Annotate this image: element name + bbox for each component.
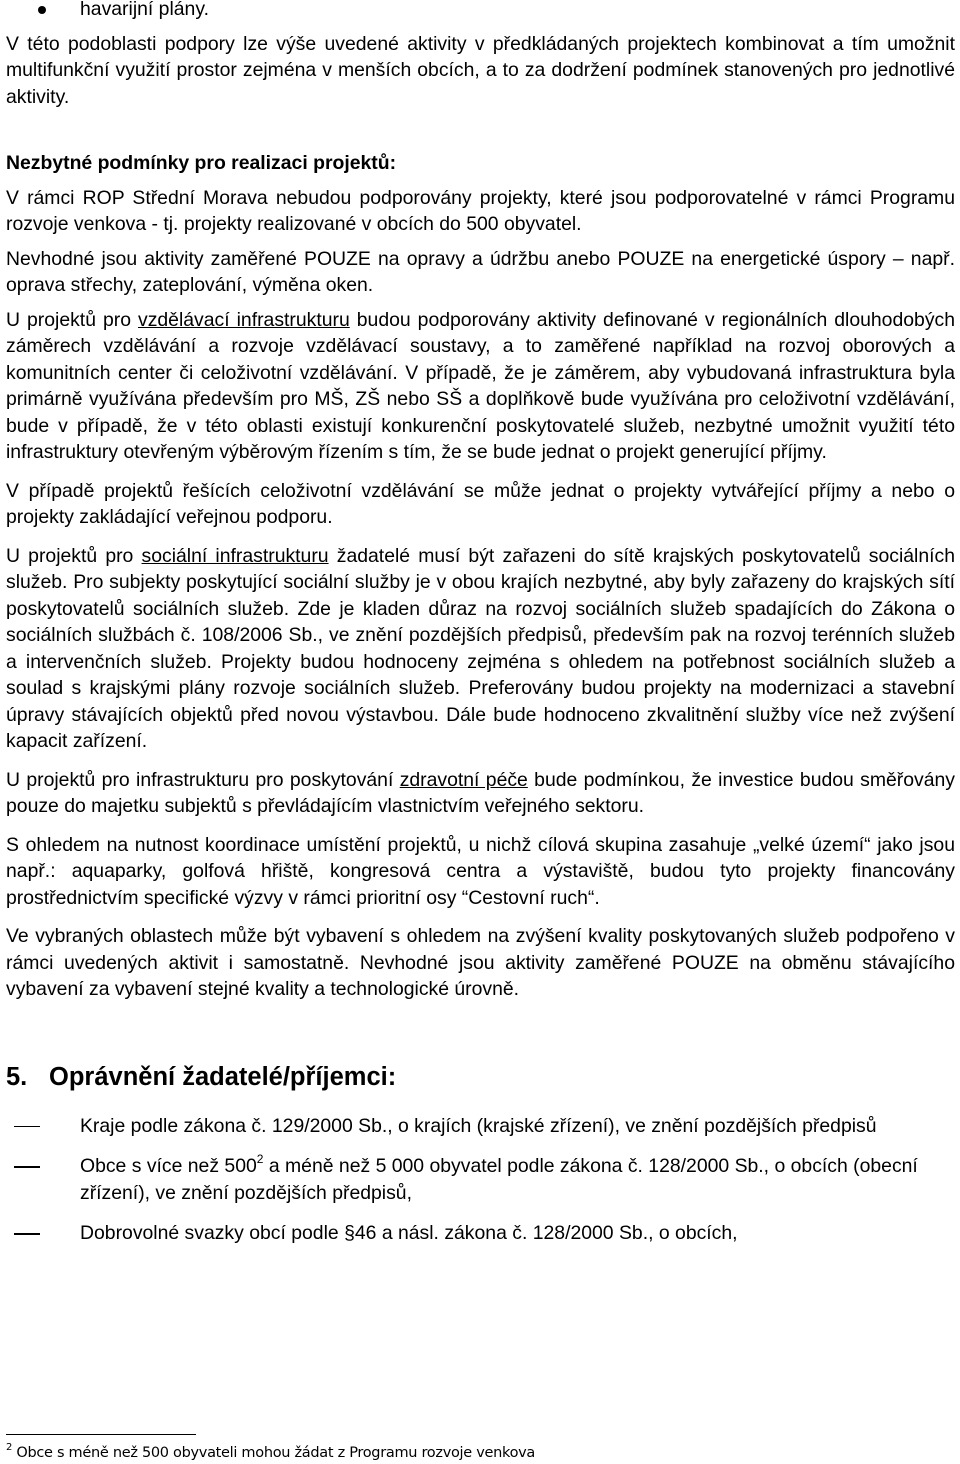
paragraph-education xyxy=(6,307,955,466)
paragraph-social xyxy=(6,543,955,755)
section-heading xyxy=(6,1061,955,1093)
paragraph-equipment: Ve vybraných oblastech může být vybavení s ohledem na zvýšení kvality poskytovaných služeb podpořeno v rámci uvedených aktivit i samostatně. Nevhodné jsou aktivity zaměřené POUZE na obměnu stávajícího vybavení za vybavení stejné kvality a technologické úrovně. xyxy=(6,925,955,1000)
applicants-list xyxy=(6,1113,955,1247)
health-rest: bude podmínkou, že investice budou směřovány pouze do majetku subjektů s převládajícím vlastnictvím veřejného sektoru. xyxy=(6,768,955,817)
paragraph-unsuitable: Nevhodné jsou aktivity zaměřené POUZE na opravy a údržbu anebo POUZE na energetické úspory – např. oprava střechy, zateplování, výměna oken. xyxy=(6,247,955,296)
bullet-list-item xyxy=(6,0,955,23)
dash-icon xyxy=(14,1126,40,1128)
bullet-item-text: havarijní plány. xyxy=(80,0,209,20)
footnote xyxy=(6,1444,535,1462)
paragraph-combine: V této podoblasti podpory lze výše uvedené aktivity v předkládaných projektech kombinovat a tím umožnit multifunkční využití prostor zejména v menších obcích, a to za dodržení podmínek stanovených pro jednotlivé aktivity. xyxy=(6,32,955,108)
conditions-heading: Nezbytné podmínky pro realizaci projektů: xyxy=(6,152,397,174)
health-underlined: zdravotní péče xyxy=(399,768,528,791)
document-page xyxy=(6,0,955,1261)
section-title: Oprávnění žadatelé/příjemci: xyxy=(49,1062,397,1091)
bullet-icon xyxy=(38,6,46,14)
social-prefix: U projektů pro xyxy=(6,544,142,567)
footnote-reference[interactable]: 2 xyxy=(256,1151,264,1166)
footnote-text: Obce s méně než 500 obyvateli mohou žádat z Programu rozvoje venkova xyxy=(12,1445,536,1461)
social-rest: žadatelé musí být zařazeni do sítě krajských poskytovatelů sociálních služeb. Pro subjekty poskytující sociální služby je v obou krajích nezbytné, aby byly zařazeny do krajských sítí poskytovatelů sociálních služeb. Zde je kladen důraz na rozvoj sociálních služeb spadajících do Zákona o sociálních službách č. 108/2006 Sb., ve znění pozdějších předpisů, především pak na rozvoj terénních služeb a intervenčních služeb. Projekty budou hodnoceny zejména s ohledem na potřebnost sociálních služeb a soulad s krajskými plány rozvoje sociálních služeb. Preferovány budou projekty na modernizaci a stavební úpravy stávajících objektů před novou výstavbou. Dále bude hodnoceno zkvalitnění služby více než zvýšení kapacit zařízení. xyxy=(6,544,955,752)
footnote-separator xyxy=(6,1434,196,1435)
paragraph-lifelong: V případě projektů řešících celoživotní vzdělávání se může jednat o projekty vytvářející příjmy a nebo o projekty zakládající veřejnou podporu. xyxy=(6,479,955,528)
education-prefix: U projektů pro xyxy=(6,308,138,331)
education-rest: budou podporovány aktivity definované v regionálních dlouhodobých záměrech vzdělávání a rozvoje vzdělávací soustavy, a to zaměřené například na rozvoj oborových a komunitních center či celoživotní vzdělávání. V případě, že je záměrem, aby vybudovaná infrastruktura byla primárně využívána především pro MŠ, ZŠ nebo SŠ a doplňkově bude využívána pro celoživotní vzdělávání, bude v případě, že v této oblasti existují konkurenční poskytovatelé služeb, nezbytné umožnit využití této infrastruktury otevřeným výběrovým řízením s tím, že se bude jednat o projekt generující příjmy. xyxy=(6,308,955,463)
education-underlined: vzdělávací infrastrukturu xyxy=(138,308,350,331)
applicant-text: Dobrovolné svazky obcí podle §46 a násl. zákona č. 128/2000 Sb., o obcích, xyxy=(80,1222,738,1244)
section-number: 5. xyxy=(6,1062,28,1091)
applicant-item-associations xyxy=(6,1220,955,1247)
applicant-item-municipalities xyxy=(6,1153,955,1206)
dash-icon xyxy=(14,1233,40,1235)
paragraph-rop: V rámci ROP Střední Morava nebudou podporovány projekty, které jsou podporovatelné v rámci Programu rozvoje venkova - tj. projekty realizované v obcích do 500 obyvatel. xyxy=(6,186,955,235)
social-underlined: sociální infrastrukturu xyxy=(141,544,329,567)
paragraph-health xyxy=(6,767,955,820)
applicant-text-before: Obce s více než 500 xyxy=(80,1155,257,1177)
paragraph-coordination: S ohledem na nutnost koordinace umístění projektů, u nichž cílová skupina zasahuje „velké území“ jako jsou např.: aquaparky, golfová hřiště, kongresová centra a výstaviště, budou tyto projekty financovány prostřednictvím specifické výzvy v rámci prioritní osy “Cestovní ruch“. xyxy=(6,833,955,909)
applicant-item-regions xyxy=(6,1113,955,1140)
footnote-mark: 2 xyxy=(6,1442,13,1454)
applicant-text-after: a méně než 5 000 obyvatel podle zákona č. 128/2000 Sb., o obcích (obecní zřízení), ve znění pozdějších předpisů, xyxy=(80,1155,918,1204)
dash-icon xyxy=(14,1166,40,1168)
health-prefix: U projektů pro infrastrukturu pro poskytování xyxy=(6,768,400,791)
applicant-text: Kraje podle zákona č. 129/2000 Sb., o krajích (krajské zřízení), ve znění pozdějších předpisů xyxy=(80,1114,877,1137)
